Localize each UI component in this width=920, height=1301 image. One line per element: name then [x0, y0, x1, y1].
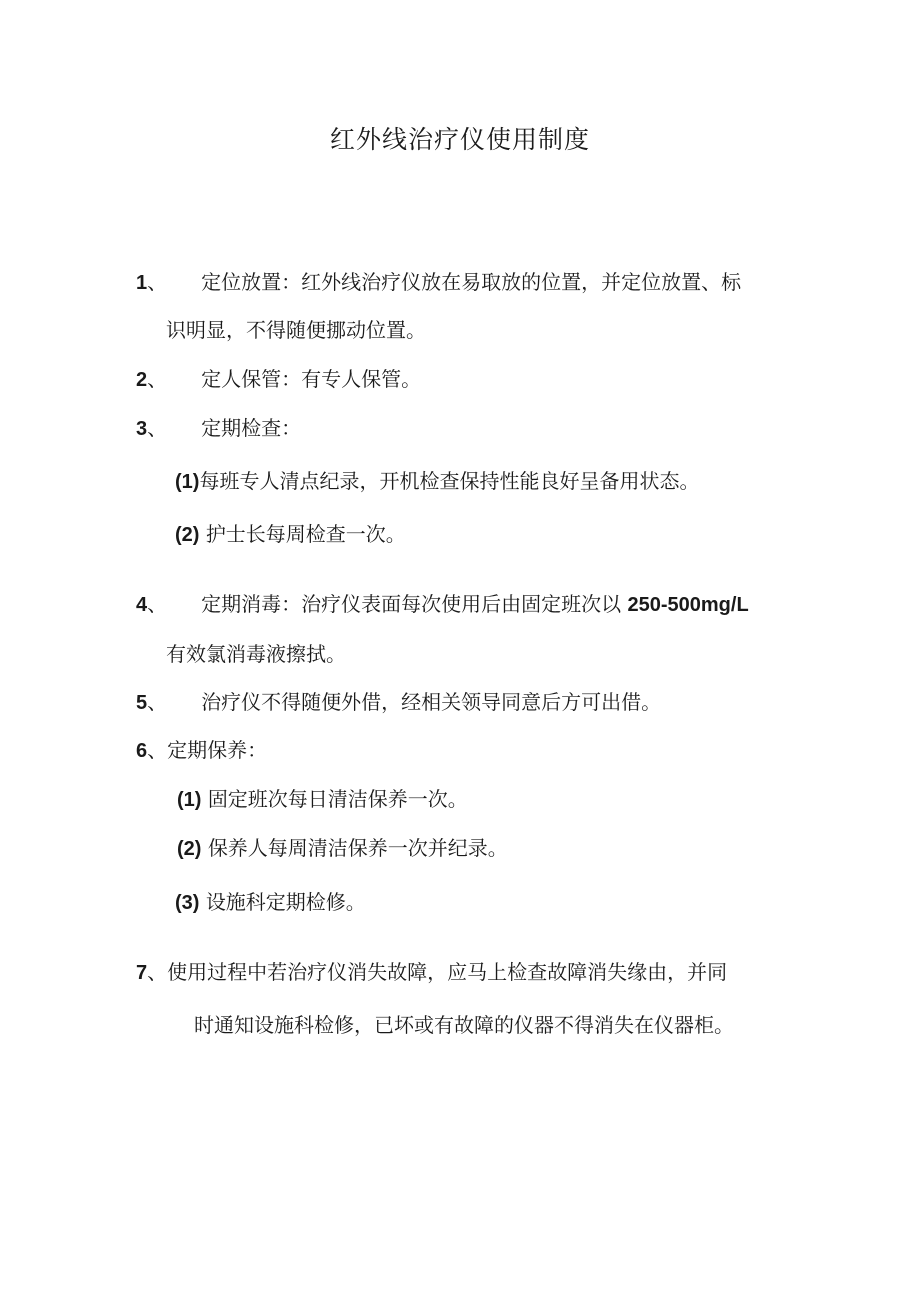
item-text: 定期保养：	[167, 738, 268, 762]
item-number: 2	[136, 369, 148, 391]
sub-item-text: 固定班次每日清洁保养一次。	[207, 787, 468, 811]
sub-item-number: (1)	[175, 471, 200, 493]
sub-item-number: (3)	[175, 892, 200, 914]
page-title: 红外线治疗仪使用制度	[329, 125, 590, 154]
item-number: 3	[136, 418, 148, 440]
item-number: 7	[136, 962, 148, 984]
sub-item-number: (2)	[177, 838, 202, 860]
item-separator: 、	[147, 738, 168, 762]
item-text: 治疗仪不得随便外借，经相关领导同意后方可出借。	[201, 690, 662, 714]
item-text: 使用过程中若治疗仪消失故障，应马上检查故障消失缘由，并同	[167, 960, 728, 984]
item-text: 定位放置：红外线治疗仪放在易取放的位置，并定位放置、标	[201, 270, 742, 294]
item-text: 定期检查：	[201, 416, 302, 440]
item-separator: 、	[147, 270, 168, 294]
item-number: 1	[136, 272, 148, 294]
item-separator: 、	[147, 367, 168, 391]
item-number: 6	[136, 740, 148, 762]
item-separator: 、	[147, 960, 168, 984]
sub-item-number: (2)	[175, 524, 200, 546]
concentration-value: 250-500mg/L	[627, 594, 749, 616]
item-7-line-1	[136, 958, 727, 987]
sub-item-text: 护士长每周检查一次。	[205, 522, 406, 546]
item-6-sub-3	[175, 888, 366, 917]
item-7-line-2: 时通知设施科检修，已坏或有故障的仪器不得消失在仪器柜。	[194, 1013, 734, 1037]
item-6-sub-2	[177, 834, 508, 863]
item-6-sub-1	[177, 785, 468, 814]
item-separator: 、	[147, 592, 168, 616]
sub-item-text: 每班专人清点纪录，开机检查保持性能良好呈备用状态。	[199, 469, 700, 493]
item-3-line-1	[136, 414, 301, 443]
item-number: 5	[136, 692, 148, 714]
item-separator: 、	[147, 416, 168, 440]
item-separator: 、	[147, 690, 168, 714]
item-5-line-1	[136, 688, 661, 717]
item-1-line-1	[136, 268, 741, 297]
sub-item-text: 设施科定期检修。	[205, 890, 366, 914]
item-2-line-1	[136, 365, 421, 394]
item-3-sub-2	[175, 520, 406, 549]
sub-item-number: (1)	[177, 789, 202, 811]
item-1-line-2: 识明显，不得随便挪动位置。	[166, 318, 426, 342]
item-text: 定期消毒：治疗仪表面每次使用后由固定班次以	[201, 592, 622, 616]
item-4-line-1	[136, 590, 749, 619]
item-number: 4	[136, 594, 148, 616]
item-6-line-1	[136, 736, 267, 765]
item-text: 定人保管：有专人保管。	[201, 367, 422, 391]
item-4-line-2: 有效氯消毒液擦拭。	[166, 642, 346, 666]
sub-item-text: 保养人每周清洁保养一次并纪录。	[207, 836, 508, 860]
item-3-sub-1	[175, 467, 699, 496]
